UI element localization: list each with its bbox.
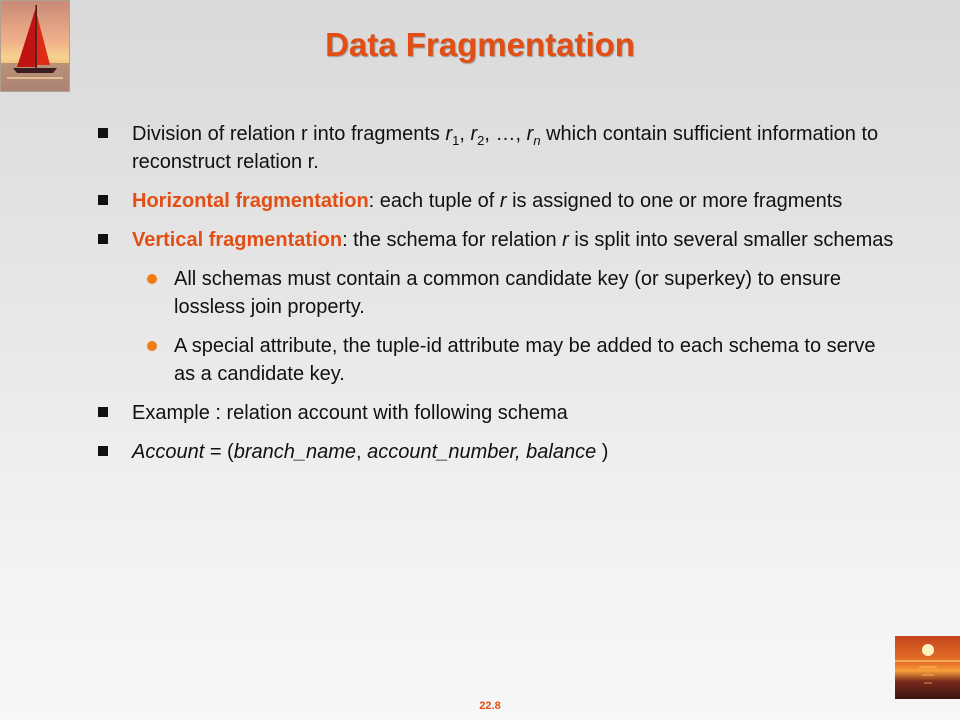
attr-balance: balance bbox=[526, 441, 597, 463]
subbullet-text: All schemas must contain a common candidate key (or superkey) to ensure lossless join property. bbox=[174, 268, 841, 318]
bullet-schema bbox=[98, 438, 898, 466]
schema-close: ) bbox=[596, 441, 609, 463]
bullet-horizontal bbox=[98, 187, 898, 215]
schema-eq: = ( bbox=[204, 441, 234, 463]
sub-1: 1 bbox=[452, 133, 460, 148]
bullet-text: : the schema for relation bbox=[342, 229, 563, 251]
slide-title: Data Fragmentation bbox=[325, 26, 635, 63]
sub-2: 2 bbox=[477, 133, 485, 148]
bullet-vertical bbox=[98, 226, 898, 254]
sunset-image bbox=[895, 636, 960, 699]
bullet-text: Division of relation r into fragments bbox=[132, 123, 446, 145]
bullet-example bbox=[98, 399, 898, 427]
square-bullet-icon bbox=[98, 446, 108, 456]
round-bullet-icon bbox=[147, 274, 157, 284]
schema-sep: , bbox=[356, 441, 368, 463]
slide-body bbox=[98, 120, 898, 477]
term-horizontal: Horizontal fragmentation bbox=[132, 190, 369, 212]
page-number: 22.8 bbox=[479, 700, 501, 712]
bullet-text: which contain sufficient information to reconstruct relation r. bbox=[132, 123, 879, 173]
var-r: r bbox=[499, 190, 507, 212]
sub-n: n bbox=[533, 133, 541, 148]
subbullet-candidate-key bbox=[98, 265, 898, 321]
var-r: r bbox=[562, 229, 569, 251]
square-bullet-icon bbox=[98, 195, 108, 205]
round-bullet-icon bbox=[147, 341, 157, 351]
bullet-division bbox=[98, 120, 898, 176]
subbullet-tuple-id bbox=[98, 332, 898, 388]
bullet-text: is split into several smaller schemas bbox=[568, 229, 894, 251]
square-bullet-icon bbox=[98, 407, 108, 417]
bullet-text: : each tuple of bbox=[368, 190, 500, 212]
var-r1: r bbox=[445, 123, 453, 145]
var-rn: r bbox=[526, 123, 534, 145]
square-bullet-icon bbox=[98, 234, 108, 244]
sep: , bbox=[459, 123, 471, 145]
square-bullet-icon bbox=[98, 128, 108, 138]
schema-name: Account bbox=[132, 441, 205, 463]
term-vertical: Vertical fragmentation bbox=[132, 229, 343, 251]
attr-account-number: account_number, bbox=[367, 441, 521, 463]
subbullet-text: A special attribute, the tuple-id attribute may be added to each schema to serve as a candidate key. bbox=[174, 335, 876, 385]
attr-branch-name: branch_name bbox=[233, 441, 357, 463]
bullet-text: is assigned to one or more fragments bbox=[506, 190, 843, 212]
var-r2: r bbox=[470, 123, 478, 145]
sep: , …, bbox=[484, 123, 527, 145]
bullet-text: Example : relation account with following schema bbox=[132, 402, 568, 424]
